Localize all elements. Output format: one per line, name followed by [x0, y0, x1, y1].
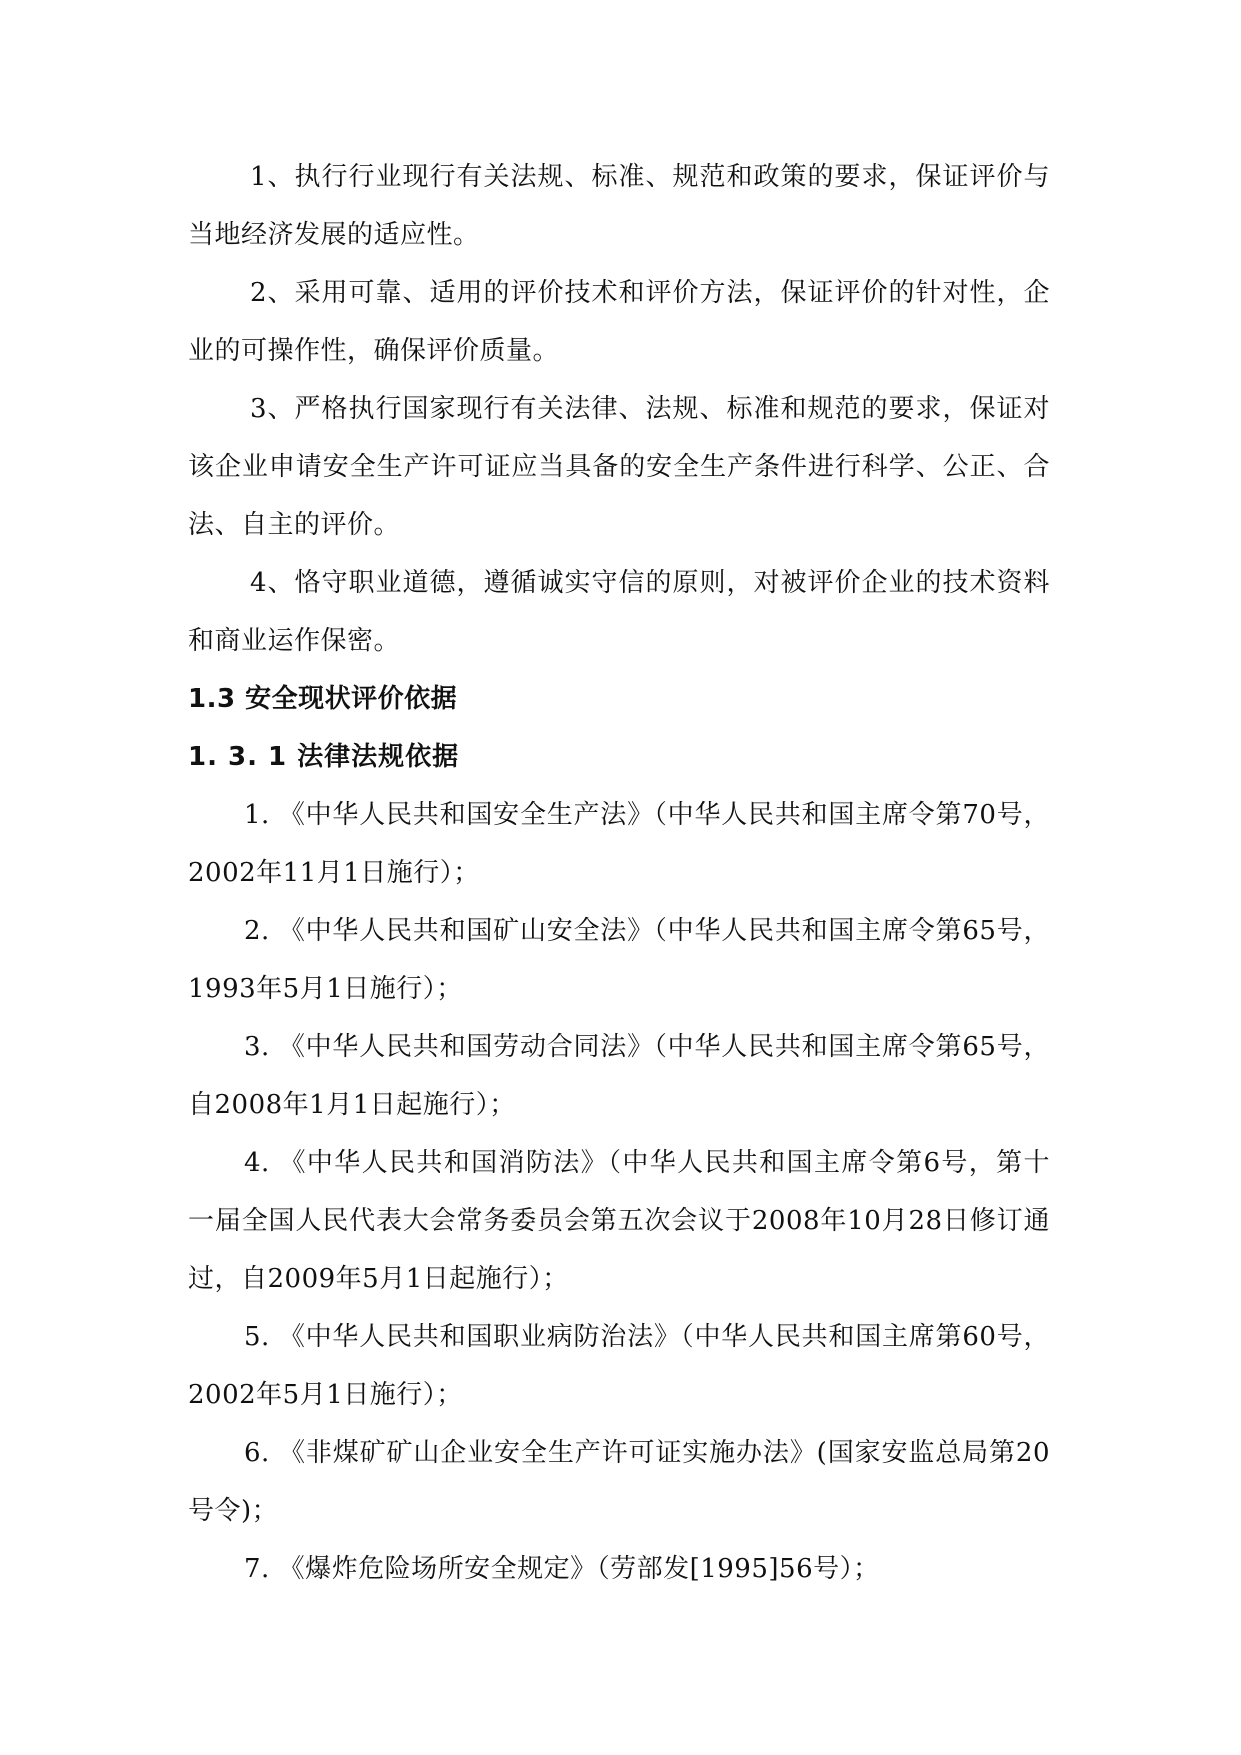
- law-list-item: 6. 《非煤矿矿山企业安全生产许可证实施办法》(国家安监总局第20号令)；: [188, 1438, 1050, 1526]
- subsection-heading: 1. 3. 1 法律法规依据: [188, 742, 460, 772]
- principle-paragraph: 2、采用可靠、适用的评价技术和评价方法，保证评价的针对性，企业的可操作性，确保评价质量。: [188, 278, 1050, 366]
- law-list-item: 7. 《爆炸危险场所安全规定》（劳部发[1995]56号）；: [244, 1554, 880, 1584]
- principle-paragraph: 4、恪守职业道德，遵循诚实守信的原则，对被评价企业的技术资料和商业运作保密。: [188, 568, 1050, 656]
- law-list-item: 4. 《中华人民共和国消防法》（中华人民共和国主席令第6号，第十一届全国人民代表大会常务委员会第五次会议于2008年10月28日修订通过，自2009年5月1日起施行）；: [188, 1148, 1050, 1294]
- principle-paragraph: 1、执行行业现行有关法规、标准、规范和政策的要求，保证评价与当地经济发展的适应性。: [188, 162, 1050, 250]
- law-list-item: 3. 《中华人民共和国劳动合同法》（中华人民共和国主席令第65号，自2008年1月1日起施行）；: [188, 1032, 1050, 1120]
- law-list-item: 1. 《中华人民共和国安全生产法》（中华人民共和国主席令第70号，2002年11月1日施行）；: [188, 800, 1050, 888]
- law-list-item: 2. 《中华人民共和国矿山安全法》（中华人民共和国主席令第65号，1993年5月1日施行）；: [188, 916, 1050, 1004]
- law-list-item: 5. 《中华人民共和国职业病防治法》（中华人民共和国主席第60号，2002年5月1日施行）；: [188, 1322, 1050, 1410]
- section-heading: 1.3 安全现状评价依据: [188, 684, 458, 714]
- principle-paragraph: 3、严格执行国家现行有关法律、法规、标准和规范的要求，保证对该企业申请安全生产许可证应当具备的安全生产条件进行科学、公正、合法、自主的评价。: [188, 394, 1050, 540]
- page-content: [188, 148, 1050, 1598]
